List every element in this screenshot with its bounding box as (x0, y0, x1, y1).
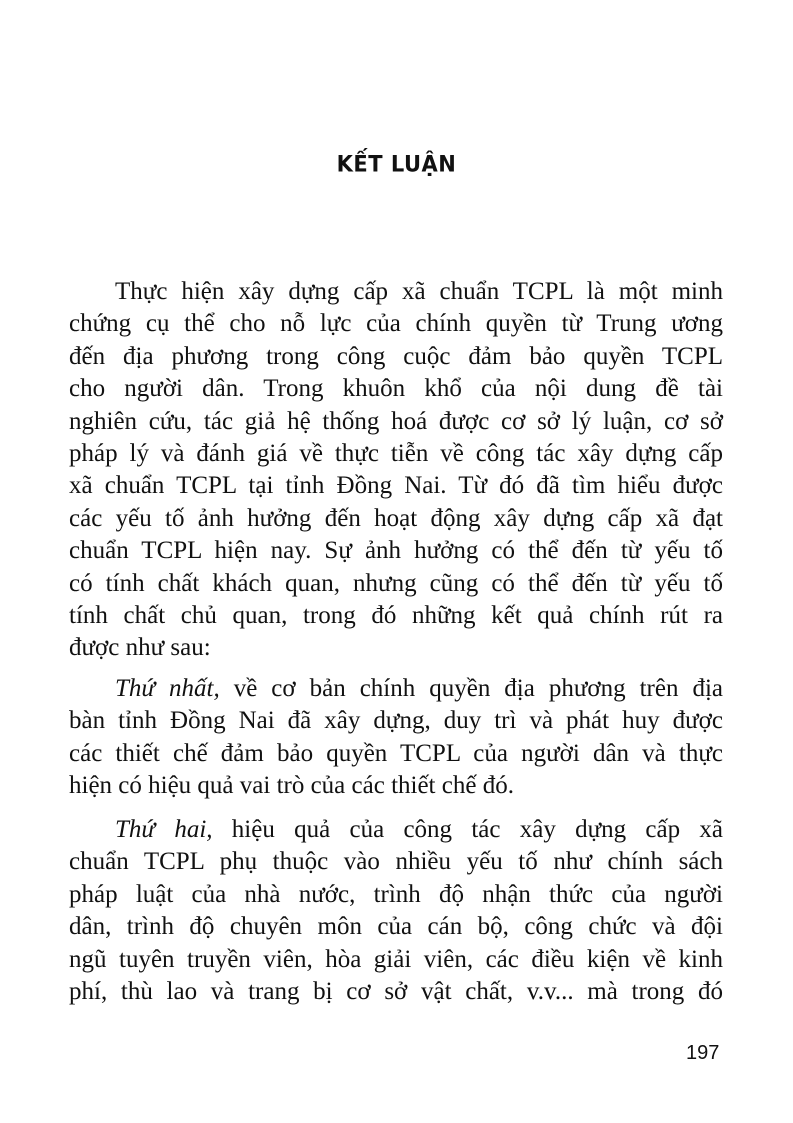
text-line: ngũ tuyên truyền viên, hòa giải viên, các điều kiện về kinh (69, 945, 723, 973)
text-line: chứng cụ thể cho nỗ lực của chính quyền từ Trung ương (69, 310, 723, 338)
text-line: hiện có hiệu quả vai trò của các thiết chế đó. (69, 772, 514, 800)
text-line: có tính chất khách quan, nhưng cũng có thể đến từ yếu tố (69, 569, 723, 597)
text-line-rest: hiệu quả của công tác xây dựng cấp xã (212, 816, 723, 843)
text-line: các thiết chế đảm bảo quyền TCPL của người dân và thực (69, 739, 723, 767)
text-line (69, 814, 723, 846)
text-line: dân, trình độ chuyên môn của cán bộ, công chức và đội (69, 913, 723, 941)
text-line: chuẩn TCPL phụ thuộc vào nhiều yếu tố như chính sách (69, 848, 723, 876)
text-line: Thực hiện xây dựng cấp xã chuẩn TCPL là một minh (115, 278, 723, 305)
text-line: cho người dân. Trong khuôn khổ của nội dung đề tài (69, 375, 723, 403)
text-line: pháp luật của nhà nước, trình độ nhận thức của người (69, 880, 723, 908)
text-line: xã chuẩn TCPL tại tỉnh Đồng Nai. Từ đó đã tìm hiểu được (69, 472, 723, 500)
text-line: nghiên cứu, tác giả hệ thống hoá được cơ sở lý luận, cơ sở (69, 407, 723, 435)
paragraph-first-point (69, 673, 723, 803)
text-line (69, 673, 723, 705)
text-line: chuẩn TCPL hiện nay. Sự ảnh hưởng có thể đến từ yếu tố (69, 537, 723, 565)
text-line: bàn tỉnh Đồng Nai đã xây dựng, duy trì và phát huy được (69, 707, 723, 735)
chapter-title: KẾT LUẬN (336, 151, 457, 177)
paragraph-lead: Thứ nhất, (115, 675, 220, 702)
page-number: 197 (686, 1042, 720, 1064)
text-line: pháp lý và đánh giá về thực tiễn về công tác xây dựng cấp (69, 439, 723, 467)
text-line-rest: về cơ bản chính quyền địa phương trên địa (219, 675, 723, 702)
text-line: được như sau: (69, 634, 211, 662)
text-line: các yếu tố ảnh hưởng đến hoạt động xây dựng cấp xã đạt (69, 504, 723, 532)
text-line: tính chất chủ quan, trong đó những kết quả chính rút ra (69, 601, 723, 629)
text-line: đến địa phương trong công cuộc đảm bảo quyền TCPL (69, 342, 723, 370)
paragraph-lead: Thứ hai, (115, 816, 213, 843)
paragraph-intro (69, 276, 723, 665)
text-line: phí, thù lao và trang bị cơ sở vật chất, v.v... mà trong đó (69, 977, 723, 1005)
paragraph-second-point (69, 814, 723, 1008)
